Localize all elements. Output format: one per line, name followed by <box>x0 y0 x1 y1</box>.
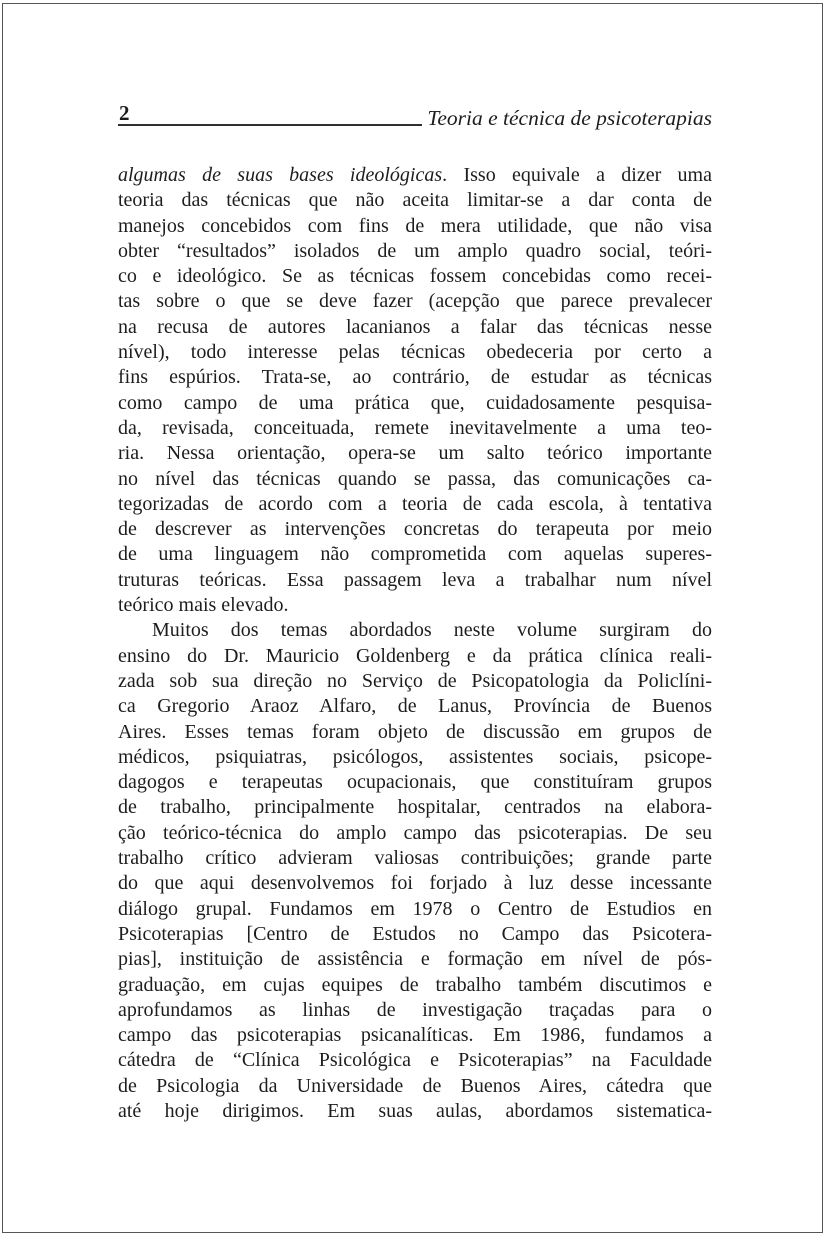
text-line: pias], instituição de assistência e formação em nível de pós- <box>118 948 712 971</box>
paragraph <box>118 163 712 618</box>
text-line: Muitos dos temas abordados neste volume surgiram do <box>152 619 712 642</box>
text-line: dagogos e terapeutas ocupacionais, que constituíram grupos <box>118 771 712 794</box>
text-line: de trabalho, principalmente hospitalar, centrados na elabora- <box>118 796 712 819</box>
text-line: teoria das técnicas que não aceita limitar-se a dar conta de <box>118 189 712 212</box>
text-line: aprofundamos as linhas de investigação traçadas para o <box>118 998 712 1021</box>
text-line: fins espúrios. Trata-se, ao contrário, de estudar as técnicas <box>118 366 712 389</box>
running-title: Teoria e técnica de psicoterapias <box>427 106 712 130</box>
text-line: ção teórico-técnica do amplo campo das psicoterapias. De seu <box>118 821 712 844</box>
text-line: tas sobre o que se deve fazer (acepção que parece prevalecer <box>118 290 712 313</box>
text-line: diálogo grupal. Fundamos em 1978 o Centro de Estudios en <box>118 897 712 920</box>
text-line: ca Gregorio Araoz Alfaro, de Lanus, Província de Buenos <box>118 695 712 718</box>
text-line: na recusa de autores lacanianos a falar das técnicas nesse <box>118 315 712 338</box>
text-line: do que aqui desenvolvemos foi forjado à luz desse incessante <box>118 872 712 895</box>
text-line: Aires. Esses temas foram objeto de discussão em grupos de <box>118 720 712 743</box>
text-line: teórico mais elevado. <box>118 594 289 617</box>
text-line: de descrever as intervenções concretas do terapeuta por meio <box>118 518 712 541</box>
text-line: ensino do Dr. Mauricio Goldenberg e da prática clínica reali- <box>118 644 712 667</box>
text-line: de uma linguagem não comprometida com aquelas superes- <box>118 543 712 566</box>
italic-phrase: algumas de suas bases ideológicas <box>118 164 443 186</box>
text-line: nível), todo interesse pelas técnicas obedeceria por certo a <box>118 341 712 364</box>
text-line: até hoje dirigimos. Em suas aulas, abordamos sistematica- <box>118 1099 712 1122</box>
text-line: da, revisada, conceituada, remete inevitavelmente a uma teo- <box>118 416 712 439</box>
page-header <box>118 101 712 130</box>
text-line: Psicoterapias [Centro de Estudos no Campo das Psicotera- <box>118 922 712 945</box>
text-line: algumas de suas bases ideológicas. Isso equivale a dizer uma <box>118 164 712 186</box>
text-line: médicos, psiquiatras, psicólogos, assistentes sociais, psicope- <box>118 745 712 768</box>
text-line: manejos concebidos com fins de mera utilidade, que não visa <box>118 214 712 237</box>
text-line: co e ideológico. Se as técnicas fossem concebidas como recei- <box>118 265 712 288</box>
text-line: ria. Nessa orientação, opera-se um salto teórico importante <box>118 442 712 465</box>
text-line: tegorizadas de acordo com a teoria de cada escola, à tentativa <box>118 492 712 515</box>
paragraph <box>118 618 712 1124</box>
text-line: obter “resultados” isolados de um amplo quadro social, teóri- <box>118 239 712 262</box>
text-line: de Psicologia da Universidade de Buenos Aires, cátedra que <box>118 1074 712 1097</box>
text-line: cátedra de “Clínica Psicológica e Psicoterapias” na Faculdade <box>118 1049 712 1072</box>
body-text <box>118 163 712 1124</box>
text-line: como campo de uma prática que, cuidadosamente pesquisa- <box>118 391 712 414</box>
text-line: campo das psicoterapias psicanalíticas. Em 1986, fundamos a <box>118 1024 712 1047</box>
text-line: no nível das técnicas quando se passa, das comunicações ca- <box>118 467 712 490</box>
header-rule <box>118 101 422 126</box>
text-line: truturas teóricas. Essa passagem leva a trabalhar num nível <box>118 568 712 591</box>
text-line: zada sob sua direção no Serviço de Psicopatologia da Policlíni- <box>118 669 712 692</box>
text-line: trabalho crítico advieram valiosas contribuições; grande parte <box>118 847 712 870</box>
page-number: 2 <box>119 101 130 125</box>
text-line: graduação, em cujas equipes de trabalho também discutimos e <box>118 973 712 996</box>
